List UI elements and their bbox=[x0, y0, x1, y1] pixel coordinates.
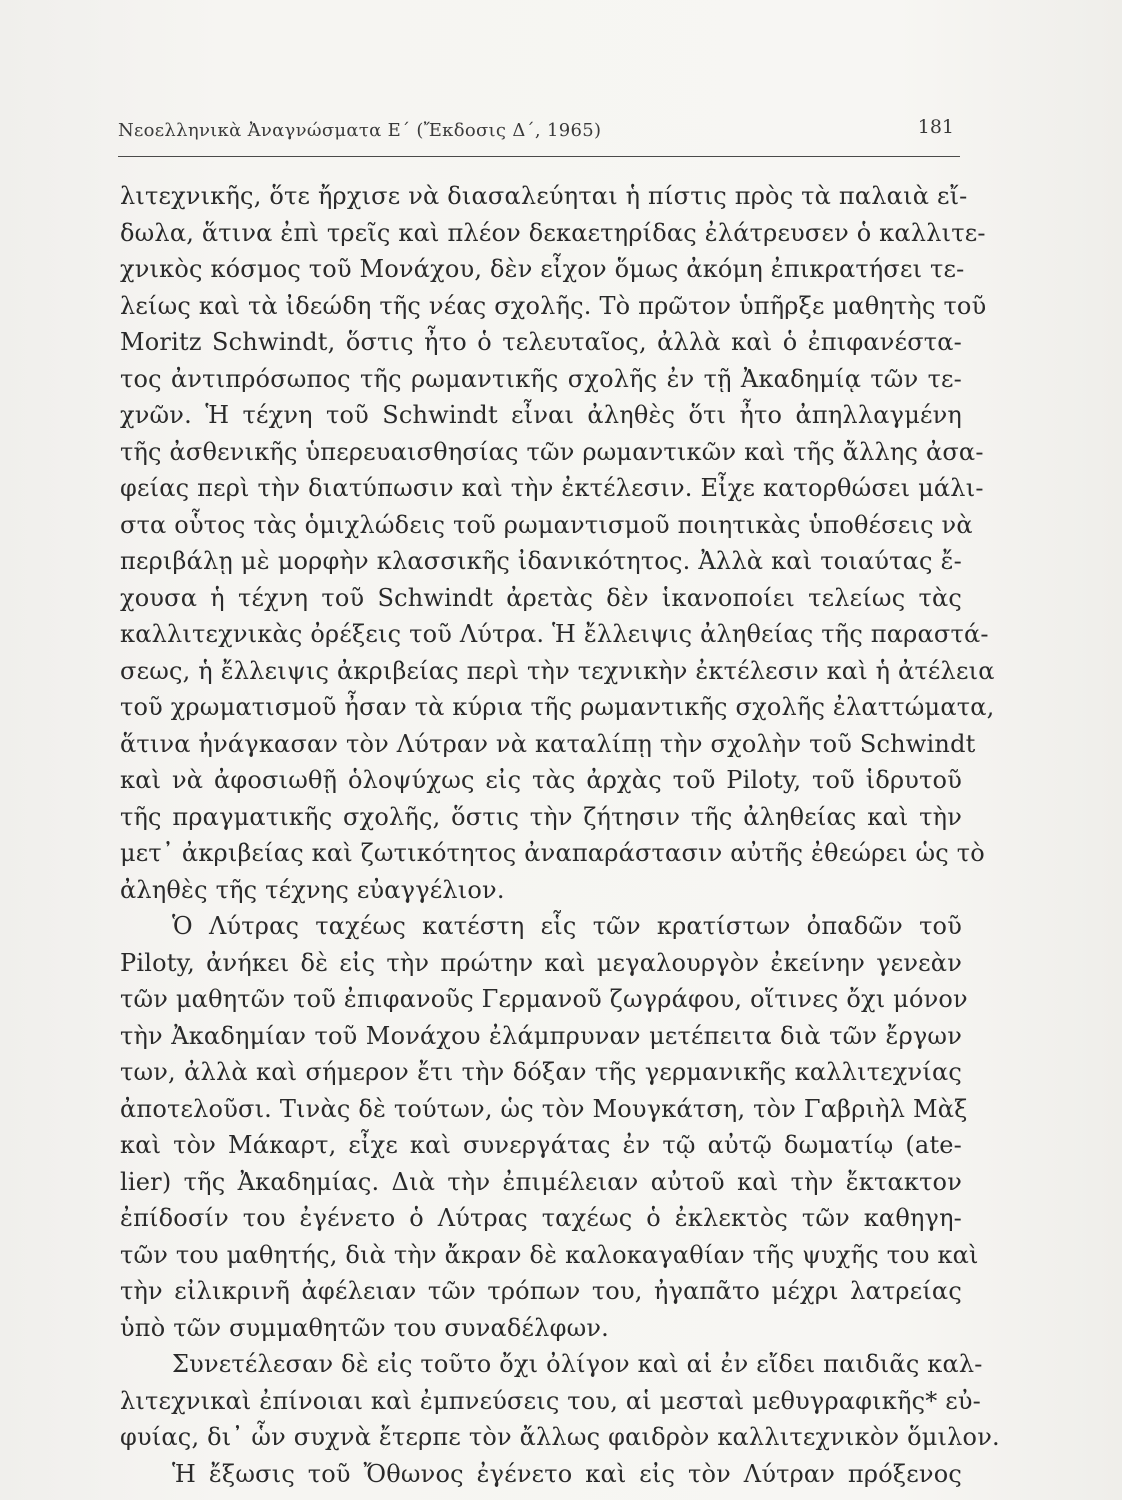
text-line: καὶ νὰ ἀφοσιωθῇ ὁλοψύχως εἰς τὰς ἀρχὰς τοῦ Piloty, τοῦ ἱδρυτοῦ bbox=[120, 766, 962, 794]
body-text bbox=[120, 178, 1000, 1492]
text-line: λείως καὶ τὰ ἰδεώδη τῆς νέας σχολῆς. Τὸ πρῶτον ὑπῆρξε μαθητὴς τοῦ bbox=[120, 291, 987, 320]
text-line: δωλα, ἅτινα ἐπὶ τρεῖς καὶ πλέον δεκαετηρίδας ἐλάτρευσεν ὁ καλλιτε- bbox=[120, 218, 986, 247]
text-line: ὑπὸ τῶν συμμαθητῶν του συναδέλφων. bbox=[120, 1313, 609, 1342]
text-line: ἐπίδοσίν του ἐγένετο ὁ Λύτρας ταχέως ὁ ἐκλεκτὸς τῶν καθηγη- bbox=[120, 1204, 962, 1232]
text-line: ἀληθὲς τῆς τέχνης εὐαγγέλιον. bbox=[120, 875, 505, 904]
text-line: τὴν Ἀκαδημίαν τοῦ Μονάχου ἐλάμπρυναν μετέπειτα διὰ τῶν ἔργων bbox=[120, 1021, 962, 1050]
text-line: λιτεχνικῆς, ὅτε ἤρχισε νὰ διασαλεύηται ἡ πίστις πρὸς τὰ παλαιὰ εἴ- bbox=[120, 182, 968, 210]
text-line: λιτεχνικαὶ ἐπίνοιαι καὶ ἐμπνεύσεις του, αἱ μεσταὶ μεθυγραφικῆς* εὐ- bbox=[120, 1386, 981, 1415]
text-line: τῶν μαθητῶν τοῦ ἐπιφανοῦς Γερμανοῦ ζωγράφου, οἵτινες ὄχι μόνον bbox=[120, 985, 968, 1013]
text-line: Ἡ ἔξωσις τοῦ Ὄθωνος ἐγένετο καὶ εἰς τὸν Λύτραν πρόξενος bbox=[172, 1459, 962, 1488]
text-line: φυίας, δι᾽ ὧν συχνὰ ἔτερπε τὸν ἄλλως φαιδρὸν καλλιτεχνικὸν ὅμιλον. bbox=[120, 1423, 1000, 1451]
text-line: μετ᾽ ἀκριβείας καὶ ζωτικότητος ἀναπαράστασιν αὐτῆς ἐθεώρει ὡς τὸ bbox=[120, 839, 985, 867]
text-line: καλλιτεχνικὰς ὀρέξεις τοῦ Λύτρα. Ἡ ἔλλειψις ἀληθείας τῆς παραστά- bbox=[120, 620, 989, 648]
text-line: ἅτινα ἠνάγκασαν τὸν Λύτραν νὰ καταλίπῃ τὴν σχολὴν τοῦ Schwindt bbox=[120, 729, 976, 758]
text-line: χνῶν. Ἡ τέχνη τοῦ Schwindt εἶναι ἀληθὲς ὅτι ἦτο ἀπηλλαγμένη bbox=[120, 401, 962, 429]
text-line: Συνετέλεσαν δὲ εἰς τοῦτο ὄχι ὀλίγον καὶ αἱ ἐν εἴδει παιδιᾶς καλ- bbox=[172, 1350, 983, 1378]
text-line: ἀποτελοῦσι. Τινὰς δὲ τούτων, ὡς τὸν Μουγκάτση, τὸν Γαβριὴλ Μὰξ bbox=[120, 1094, 968, 1123]
text-line: τὴν εἰλικρινῆ ἀφέλειαν τῶν τρόπων του, ἠγαπᾶτο μέχρι λατρείας bbox=[120, 1277, 962, 1305]
text-line: lier) τῆς Ἀκαδημίας. Διὰ τὴν ἐπιμέλειαν αὐτοῦ καὶ τὴν ἔκτακτον bbox=[120, 1167, 962, 1196]
text-line: στα οὗτος τὰς ὁμιχλώδεις τοῦ ρωμαντισμοῦ ποιητικὰς ὑποθέσεις νὰ bbox=[120, 510, 973, 539]
text-line: καὶ τὸν Μάκαρτ, εἶχε καὶ συνεργάτας ἐν τῷ αὐτῷ δωματίῳ (ate- bbox=[120, 1131, 962, 1159]
page-number: 181 bbox=[917, 116, 954, 138]
text-line: Piloty, ἀνήκει δὲ εἰς τὴν πρώτην καὶ μεγαλουργὸν ἐκείνην γενεὰν bbox=[120, 948, 962, 977]
text-line: περιβάλῃ μὲ μορφὴν κλασσικῆς ἰδανικότητος. Ἀλλὰ καὶ τοιαύτας ἔ- bbox=[120, 547, 962, 575]
text-line: τῆς ἀσθενικῆς ὑπερευαισθησίας τῶν ρωμαντικῶν καὶ τῆς ἄλλης ἀσα- bbox=[120, 437, 984, 466]
text-line: Moritz Schwindt, ὅστις ἦτο ὁ τελευταῖος, ἀλλὰ καὶ ὁ ἐπιφανέστα- bbox=[120, 328, 962, 356]
running-title: Νεοελληνικὰ Ἀναγνώσματα Ε΄ (Ἔκδοσις Δ΄, 1965) bbox=[118, 120, 602, 141]
text-line: Ὁ Λύτρας ταχέως κατέστη εἷς τῶν κρατίστων ὀπαδῶν τοῦ bbox=[172, 912, 962, 940]
text-line: τοῦ χρωματισμοῦ ἦσαν τὰ κύρια τῆς ρωμαντικῆς σχολῆς ἐλαττώματα, bbox=[120, 693, 995, 721]
page-header bbox=[118, 116, 960, 157]
text-line: φείας περὶ τὴν διατύπωσιν καὶ τὴν ἐκτέλεσιν. Εἶχε κατορθώσει μάλι- bbox=[120, 474, 984, 502]
text-line: σεως, ἡ ἔλλειψις ἀκριβείας περὶ τὴν τεχνικὴν ἐκτέλεσιν καὶ ἡ ἀτέλεια bbox=[120, 656, 995, 685]
text-line: τῆς πραγματικῆς σχολῆς, ὅστις τὴν ζήτησιν τῆς ἀληθείας καὶ τὴν bbox=[120, 802, 962, 831]
text-line: τῶν του μαθητής, διὰ τὴν ἄκραν δὲ καλοκαγαθίαν τῆς ψυχῆς του καὶ bbox=[120, 1240, 979, 1269]
text-line: χουσα ἡ τέχνη τοῦ Schwindt ἀρετὰς δὲν ἱκανοποίει τελείως τὰς bbox=[120, 583, 962, 612]
text-line: τος ἀντιπρόσωπος τῆς ρωμαντικῆς σχολῆς ἐν τῇ Ἀκαδημίᾳ τῶν τε- bbox=[120, 364, 962, 393]
text-line: χνικὸς κόσμος τοῦ Μονάχου, δὲν εἶχον ὅμως ἀκόμη ἐπικρατήσει τε- bbox=[120, 255, 965, 283]
text-line: των, ἀλλὰ καὶ σήμερον ἔτι τὴν δόξαν τῆς γερμανικῆς καλλιτεχνίας bbox=[120, 1058, 962, 1086]
